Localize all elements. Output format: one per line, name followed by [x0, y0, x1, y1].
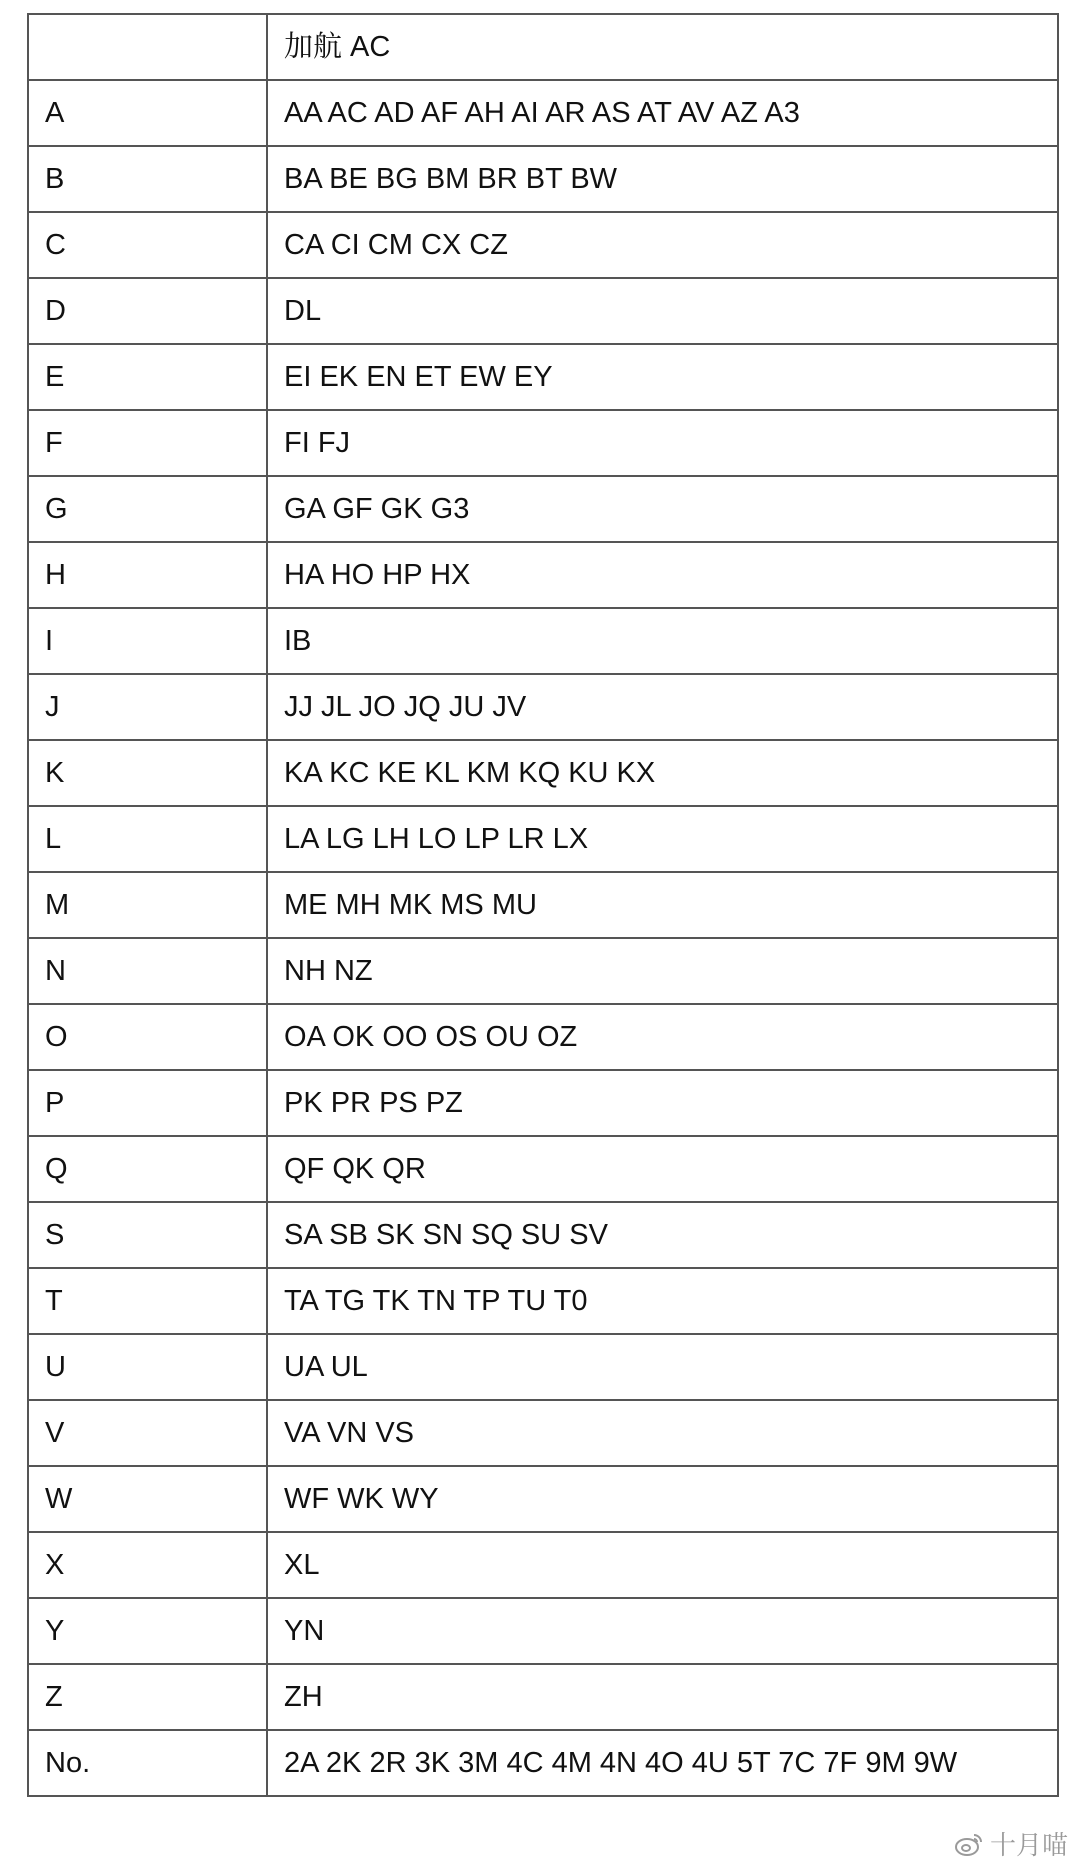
- row-codes-cell: YN: [267, 1598, 1058, 1664]
- row-codes-cell: DL: [267, 278, 1058, 344]
- row-codes-cell: IB: [267, 608, 1058, 674]
- header-letter-cell: [28, 14, 267, 80]
- row-codes-cell: TA TG TK TN TP TU T0: [267, 1268, 1058, 1334]
- row-letter-cell: U: [28, 1334, 267, 1400]
- table-row: [28, 542, 1058, 608]
- row-letter-cell: P: [28, 1070, 267, 1136]
- row-letter-cell: I: [28, 608, 267, 674]
- row-letter-cell: G: [28, 476, 267, 542]
- row-letter-cell: N: [28, 938, 267, 1004]
- table-row: [28, 1268, 1058, 1334]
- row-letter-cell: J: [28, 674, 267, 740]
- table-row: [28, 410, 1058, 476]
- table-row: [28, 1466, 1058, 1532]
- table-row: [28, 872, 1058, 938]
- table-row: [28, 146, 1058, 212]
- row-letter-cell: E: [28, 344, 267, 410]
- row-letter-cell: Q: [28, 1136, 267, 1202]
- row-codes-cell: PK PR PS PZ: [267, 1070, 1058, 1136]
- row-letter-cell: L: [28, 806, 267, 872]
- row-letter-cell: A: [28, 80, 267, 146]
- row-letter-cell: S: [28, 1202, 267, 1268]
- table-row: [28, 1400, 1058, 1466]
- row-letter-cell: No.: [28, 1730, 267, 1796]
- table-row: [28, 278, 1058, 344]
- row-letter-cell: F: [28, 410, 267, 476]
- header-codes-cell: 加航 AC: [267, 14, 1058, 80]
- table-row: [28, 1532, 1058, 1598]
- table-row: [28, 608, 1058, 674]
- row-letter-cell: H: [28, 542, 267, 608]
- row-codes-cell: NH NZ: [267, 938, 1058, 1004]
- table-row: [28, 1004, 1058, 1070]
- row-codes-cell: CA CI CM CX CZ: [267, 212, 1058, 278]
- table-row: [28, 740, 1058, 806]
- header-row: [28, 14, 1058, 80]
- weibo-icon: [954, 1831, 984, 1857]
- row-codes-cell: FI FJ: [267, 410, 1058, 476]
- row-letter-cell: K: [28, 740, 267, 806]
- row-letter-cell: D: [28, 278, 267, 344]
- weibo-watermark: [954, 1825, 1068, 1862]
- row-codes-cell: JJ JL JO JQ JU JV: [267, 674, 1058, 740]
- table-row: [28, 344, 1058, 410]
- row-codes-cell: GA GF GK G3: [267, 476, 1058, 542]
- table-row: [28, 1598, 1058, 1664]
- row-codes-cell: XL: [267, 1532, 1058, 1598]
- table-row: [28, 1070, 1058, 1136]
- row-letter-cell: W: [28, 1466, 267, 1532]
- row-codes-cell: VA VN VS: [267, 1400, 1058, 1466]
- table-row: [28, 1730, 1058, 1796]
- row-codes-cell: UA UL: [267, 1334, 1058, 1400]
- row-letter-cell: X: [28, 1532, 267, 1598]
- table-row: [28, 674, 1058, 740]
- row-letter-cell: T: [28, 1268, 267, 1334]
- watermark-text: 十月喵: [989, 1830, 1068, 1860]
- row-codes-cell: SA SB SK SN SQ SU SV: [267, 1202, 1058, 1268]
- table-row: [28, 476, 1058, 542]
- row-codes-cell: KA KC KE KL KM KQ KU KX: [267, 740, 1058, 806]
- row-codes-cell: QF QK QR: [267, 1136, 1058, 1202]
- row-codes-cell: WF WK WY: [267, 1466, 1058, 1532]
- table-row: [28, 1334, 1058, 1400]
- row-codes-cell: HA HO HP HX: [267, 542, 1058, 608]
- row-letter-cell: M: [28, 872, 267, 938]
- row-letter-cell: B: [28, 146, 267, 212]
- row-codes-cell: AA AC AD AF AH AI AR AS AT AV AZ A3: [267, 80, 1058, 146]
- row-codes-cell: ZH: [267, 1664, 1058, 1730]
- table-row: [28, 806, 1058, 872]
- row-letter-cell: Y: [28, 1598, 267, 1664]
- table-row: [28, 1664, 1058, 1730]
- table-row: [28, 1136, 1058, 1202]
- row-codes-cell: 2A 2K 2R 3K 3M 4C 4M 4N 4O 4U 5T 7C 7F 9M 9W: [267, 1730, 1058, 1796]
- row-codes-cell: BA BE BG BM BR BT BW: [267, 146, 1058, 212]
- table-row: [28, 212, 1058, 278]
- table-row: [28, 80, 1058, 146]
- row-codes-cell: ME MH MK MS MU: [267, 872, 1058, 938]
- table-row: [28, 938, 1058, 1004]
- row-letter-cell: C: [28, 212, 267, 278]
- airline-code-table: [27, 13, 1059, 1797]
- row-letter-cell: O: [28, 1004, 267, 1070]
- row-letter-cell: Z: [28, 1664, 267, 1730]
- row-codes-cell: EI EK EN ET EW EY: [267, 344, 1058, 410]
- row-codes-cell: OA OK OO OS OU OZ: [267, 1004, 1058, 1070]
- row-letter-cell: V: [28, 1400, 267, 1466]
- table-row: [28, 1202, 1058, 1268]
- row-codes-cell: LA LG LH LO LP LR LX: [267, 806, 1058, 872]
